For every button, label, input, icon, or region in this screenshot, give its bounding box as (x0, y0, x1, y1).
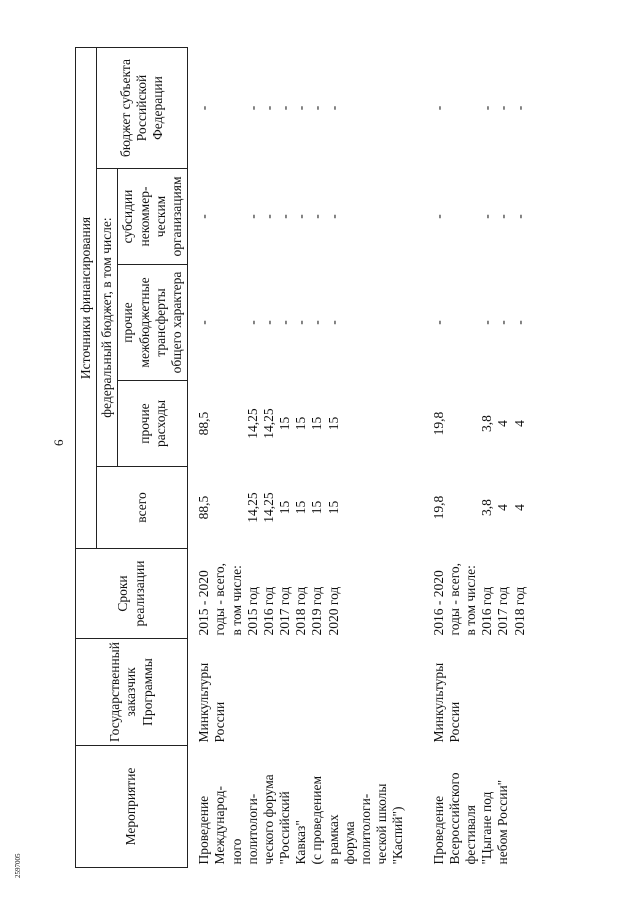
cell-transfers: - (325, 320, 341, 325)
cell-total (390, 467, 406, 549)
cell-regional (463, 47, 479, 168)
cell-period: 2017 год (277, 586, 293, 636)
cell-customer (245, 639, 261, 746)
cell-event: "Каспий") (390, 806, 406, 865)
cell-subsidies: - (196, 214, 212, 219)
cell-customer: Минкультуры (430, 662, 446, 743)
cell-total: 14,25 (244, 492, 260, 523)
cell-event: "Цыгане под (479, 791, 495, 865)
cell-subsidies (463, 169, 479, 265)
cell-total (358, 467, 374, 549)
cell-period: 2019 год (309, 586, 325, 636)
cell-total (342, 467, 358, 549)
cell-regional (390, 47, 406, 168)
cell-period: 2018 год (511, 586, 527, 636)
cell-total: 15 (309, 500, 325, 515)
cell-event: "Российский (277, 791, 293, 865)
cell-regional: - (260, 105, 276, 111)
table-row (512, 47, 528, 867)
cell-other-expenses (463, 381, 479, 467)
cell-other-expenses (390, 381, 406, 467)
cell-regional (358, 47, 374, 168)
cell-regional (374, 47, 390, 168)
financing-table (75, 47, 528, 868)
table-row (342, 47, 358, 867)
cell-total (374, 467, 390, 549)
table-row (495, 47, 511, 867)
header-period: Сроки реализации (76, 549, 188, 639)
cell-total: 19,8 (430, 495, 446, 520)
cell-customer (463, 639, 479, 746)
cell-subsidies (342, 169, 358, 265)
cell-event: Проведение (430, 795, 446, 865)
table-row (407, 47, 447, 867)
header-transfers: прочие межбюджетные трансферты общего характера (118, 265, 188, 381)
header-federal: федеральный бюджет, в том числе: (97, 169, 118, 467)
cell-subsidies: - (293, 214, 309, 219)
table-row (293, 47, 309, 867)
cell-regional: - (277, 105, 293, 111)
cell-total: 4 (511, 504, 527, 511)
cell-regional (342, 47, 358, 168)
cell-transfers (374, 265, 390, 381)
cell-subsidies: - (277, 214, 293, 219)
header-subsidies: субсидии некоммер-ческим организациям (118, 169, 188, 265)
cell-subsidies (229, 169, 245, 265)
cell-subsidies: - (325, 214, 341, 219)
cell-other-expenses: 14,25 (244, 408, 260, 439)
table-row (188, 47, 213, 867)
cell-event (512, 746, 528, 868)
table-header (76, 47, 188, 867)
cell-period: 2015 год (244, 586, 260, 636)
table-row (447, 47, 463, 867)
cell-subsidies: - (479, 214, 495, 219)
header-event: Мероприятие (76, 746, 188, 868)
cell-total: 88,5 (196, 495, 212, 520)
cell-transfers: - (430, 320, 446, 325)
cell-other-expenses (447, 381, 463, 467)
cell-period (358, 549, 374, 639)
cell-event: небом России" (495, 779, 511, 865)
cell-customer (495, 639, 511, 746)
cell-transfers: - (479, 320, 495, 325)
cell-regional (447, 47, 463, 168)
cell-total: 15 (293, 500, 309, 515)
table-body (188, 47, 528, 867)
cell-customer (342, 639, 358, 746)
cell-transfers: - (293, 320, 309, 325)
table-row (245, 47, 261, 867)
cell-transfers (229, 265, 245, 381)
cell-period: 2018 год (293, 586, 309, 636)
cell-period: годы - всего, (446, 562, 462, 636)
cell-other-expenses: 15 (325, 416, 341, 431)
cell-event: ческой школы (374, 783, 390, 865)
cell-event: Международ- (212, 786, 228, 865)
cell-customer: Минкультуры (196, 662, 212, 743)
cell-event: Проведение (196, 795, 212, 865)
cell-subsidies: - (495, 214, 511, 219)
cell-subsidies: - (244, 214, 260, 219)
cell-subsidies: - (260, 214, 276, 219)
cell-event: политологи- (358, 793, 373, 865)
cell-customer (261, 639, 277, 746)
cell-transfers (358, 265, 374, 381)
cell-other-expenses: 14,25 (260, 408, 276, 439)
cell-other-expenses (229, 381, 245, 467)
cell-customer (309, 639, 325, 746)
cell-event: (с проведением (309, 775, 325, 865)
cell-other-expenses: 88,5 (196, 411, 212, 436)
cell-period: в том числе: (462, 565, 478, 636)
cell-period: 2016 - 2020 (430, 570, 446, 636)
cell-subsidies: - (309, 214, 325, 219)
cell-customer (374, 639, 390, 746)
cell-total (229, 467, 245, 549)
cell-event: форума (341, 821, 357, 865)
cell-customer (277, 639, 293, 746)
cell-transfers: - (244, 320, 260, 325)
cell-transfers (447, 265, 463, 381)
cell-event: Всероссийского (446, 772, 462, 865)
cell-total (447, 467, 463, 549)
cell-subsidies (358, 169, 374, 265)
cell-other-expenses: 15 (309, 416, 325, 431)
cell-transfers (212, 265, 228, 381)
cell-period (374, 549, 390, 639)
cell-event: ческого форума (260, 774, 276, 865)
cell-period (342, 549, 358, 639)
header-other-expenses: прочие расходы (118, 381, 188, 467)
cell-other-expenses: 15 (277, 416, 293, 431)
cell-regional: - (309, 105, 325, 111)
cell-customer (293, 639, 309, 746)
cell-customer (358, 639, 374, 746)
cell-other-expenses: 4 (495, 420, 511, 427)
cell-customer (479, 639, 495, 746)
cell-total: 14,25 (260, 492, 276, 523)
cell-transfers (390, 265, 406, 381)
cell-customer: России (212, 701, 228, 743)
cell-subsidies: - (511, 214, 527, 219)
cell-event: ного (228, 838, 244, 865)
cell-event: политологи- (244, 793, 260, 865)
cell-total: 15 (325, 500, 341, 515)
table-row (277, 47, 293, 867)
cell-period: 2016 год (260, 586, 276, 636)
cell-period: 2016 год (479, 586, 495, 636)
rotated-page (75, 48, 527, 868)
cell-customer: России (446, 701, 462, 743)
table-row (261, 47, 277, 867)
cell-other-expenses (374, 381, 390, 467)
cell-total: 3,8 (479, 499, 495, 516)
cell-subsidies (447, 169, 463, 265)
cell-total: 4 (495, 504, 511, 511)
table-row (479, 47, 495, 867)
cell-period: в том числе: (228, 565, 244, 636)
cell-transfers (463, 265, 479, 381)
cell-event: Кавказ" (293, 820, 309, 865)
table-row (229, 47, 245, 867)
header-sources: Источники финансирования (76, 47, 97, 548)
cell-transfers: - (260, 320, 276, 325)
table-row (212, 47, 228, 867)
cell-other-expenses: 3,8 (479, 415, 495, 432)
cell-customer (326, 639, 342, 746)
document-code: 2597005 (14, 853, 22, 878)
table-row (309, 47, 325, 867)
cell-subsidies (374, 169, 390, 265)
cell-total (212, 467, 228, 549)
cell-period: 2020 год (325, 586, 341, 636)
cell-customer (390, 639, 406, 746)
cell-total: 15 (277, 500, 293, 515)
cell-customer (229, 639, 245, 746)
table-row (326, 47, 342, 867)
cell-regional: - (325, 105, 341, 111)
cell-regional: - (495, 105, 511, 111)
page-number: 6 (51, 439, 66, 446)
cell-other-expenses: 15 (293, 416, 309, 431)
cell-total (463, 467, 479, 549)
header-customer: Государственный заказчик Программы (76, 639, 188, 746)
cell-other-expenses: 4 (511, 420, 527, 427)
cell-regional: - (511, 105, 527, 111)
cell-other-expenses: 19,8 (430, 411, 446, 436)
header-regional: бюджет субъекта Российской Федерации (97, 47, 188, 168)
cell-subsidies: - (430, 214, 446, 219)
cell-transfers: - (196, 320, 212, 325)
cell-event: в рамках (325, 814, 341, 865)
cell-transfers (342, 265, 358, 381)
cell-transfers: - (277, 320, 293, 325)
cell-event: фестиваля (462, 805, 478, 865)
cell-regional: - (430, 105, 446, 111)
cell-other-expenses (358, 381, 374, 467)
table-row (463, 47, 479, 867)
cell-regional: - (196, 105, 212, 111)
cell-period: годы - всего, (212, 562, 228, 636)
cell-regional (212, 47, 228, 168)
header-total: всего (97, 467, 188, 549)
cell-period (390, 549, 406, 639)
cell-other-expenses (212, 381, 228, 467)
cell-subsidies (212, 169, 228, 265)
cell-subsidies (390, 169, 406, 265)
cell-regional: - (479, 105, 495, 111)
cell-regional: - (293, 105, 309, 111)
cell-transfers: - (495, 320, 511, 325)
cell-regional: - (244, 105, 260, 111)
table-row (358, 47, 374, 867)
cell-transfers: - (511, 320, 527, 325)
cell-regional (229, 47, 245, 168)
cell-other-expenses (342, 381, 358, 467)
table-row (390, 47, 406, 867)
table-row (374, 47, 390, 867)
cell-period: 2017 год (495, 586, 511, 636)
cell-period: 2015 - 2020 (196, 570, 212, 636)
cell-transfers: - (309, 320, 325, 325)
cell-customer (512, 639, 528, 746)
